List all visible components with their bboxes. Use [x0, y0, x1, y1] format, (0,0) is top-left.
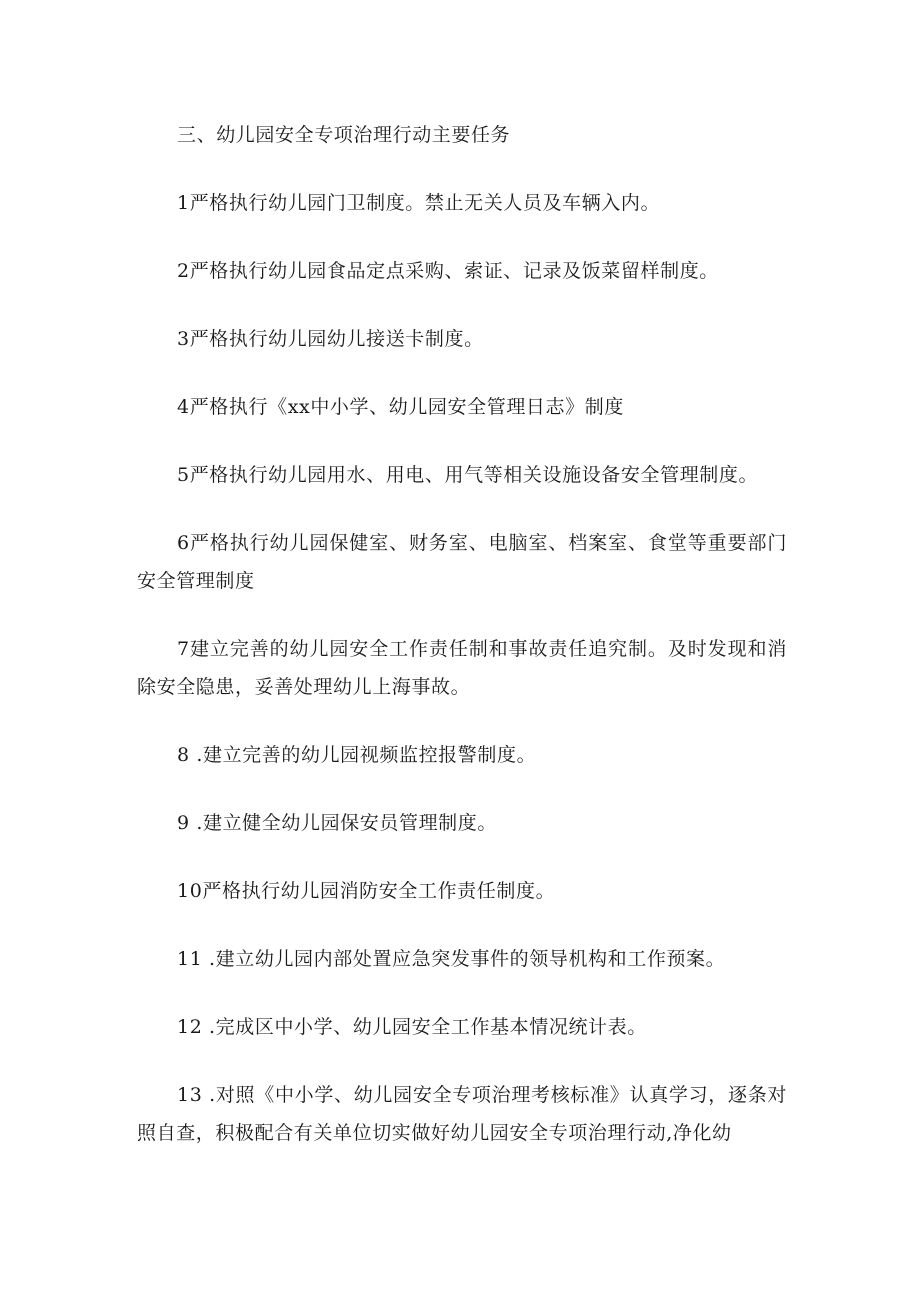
list-item: 5严格执行幼儿园用水、用电、用气等相关设施设备安全管理制度。: [177, 464, 759, 486]
list-item: 8 .建立完善的幼儿园视频监控报警制度。: [177, 744, 537, 766]
list-item: 3严格执行幼儿园幼儿接送卡制度。: [177, 328, 484, 350]
section-heading: 三、幼儿园安全专项治理行动主要任务: [177, 124, 511, 146]
list-item: 4严格执行《xx中小学、幼儿园安全管理日志》制度: [177, 396, 624, 418]
document-body: [137, 116, 787, 1152]
list-item: 7建立完善的幼儿园安全工作责任制和事故责任追究制。及时发现和消除安全隐患，妥善处理幼儿上海事故。: [137, 638, 787, 698]
list-item: 12 .完成区中小学、幼儿园安全工作基本情况统计表。: [177, 1016, 647, 1038]
list-item: 11 .建立幼儿园内部处置应急突发事件的领导机构和工作预案。: [177, 948, 726, 970]
list-item: 1严格执行幼儿园门卫制度。禁止无关人员及车辆入内。: [177, 192, 661, 214]
list-item: 6严格执行幼儿园保健室、财务室、电脑室、档案室、食堂等重要部门安全管理制度: [137, 532, 787, 592]
list-item: 9 .建立健全幼儿园保安员管理制度。: [177, 812, 497, 834]
list-item: 13 .对照《中小学、幼儿园安全专项治理考核标准》认真学习，逐条对照自查，积极配合有关单位切实做好幼儿园安全专项治理行动,净化幼: [137, 1084, 787, 1144]
list-item: 10严格执行幼儿园消防安全工作责任制度。: [177, 880, 556, 902]
list-item: 2严格执行幼儿园食品定点采购、索证、记录及饭菜留样制度。: [177, 260, 719, 282]
